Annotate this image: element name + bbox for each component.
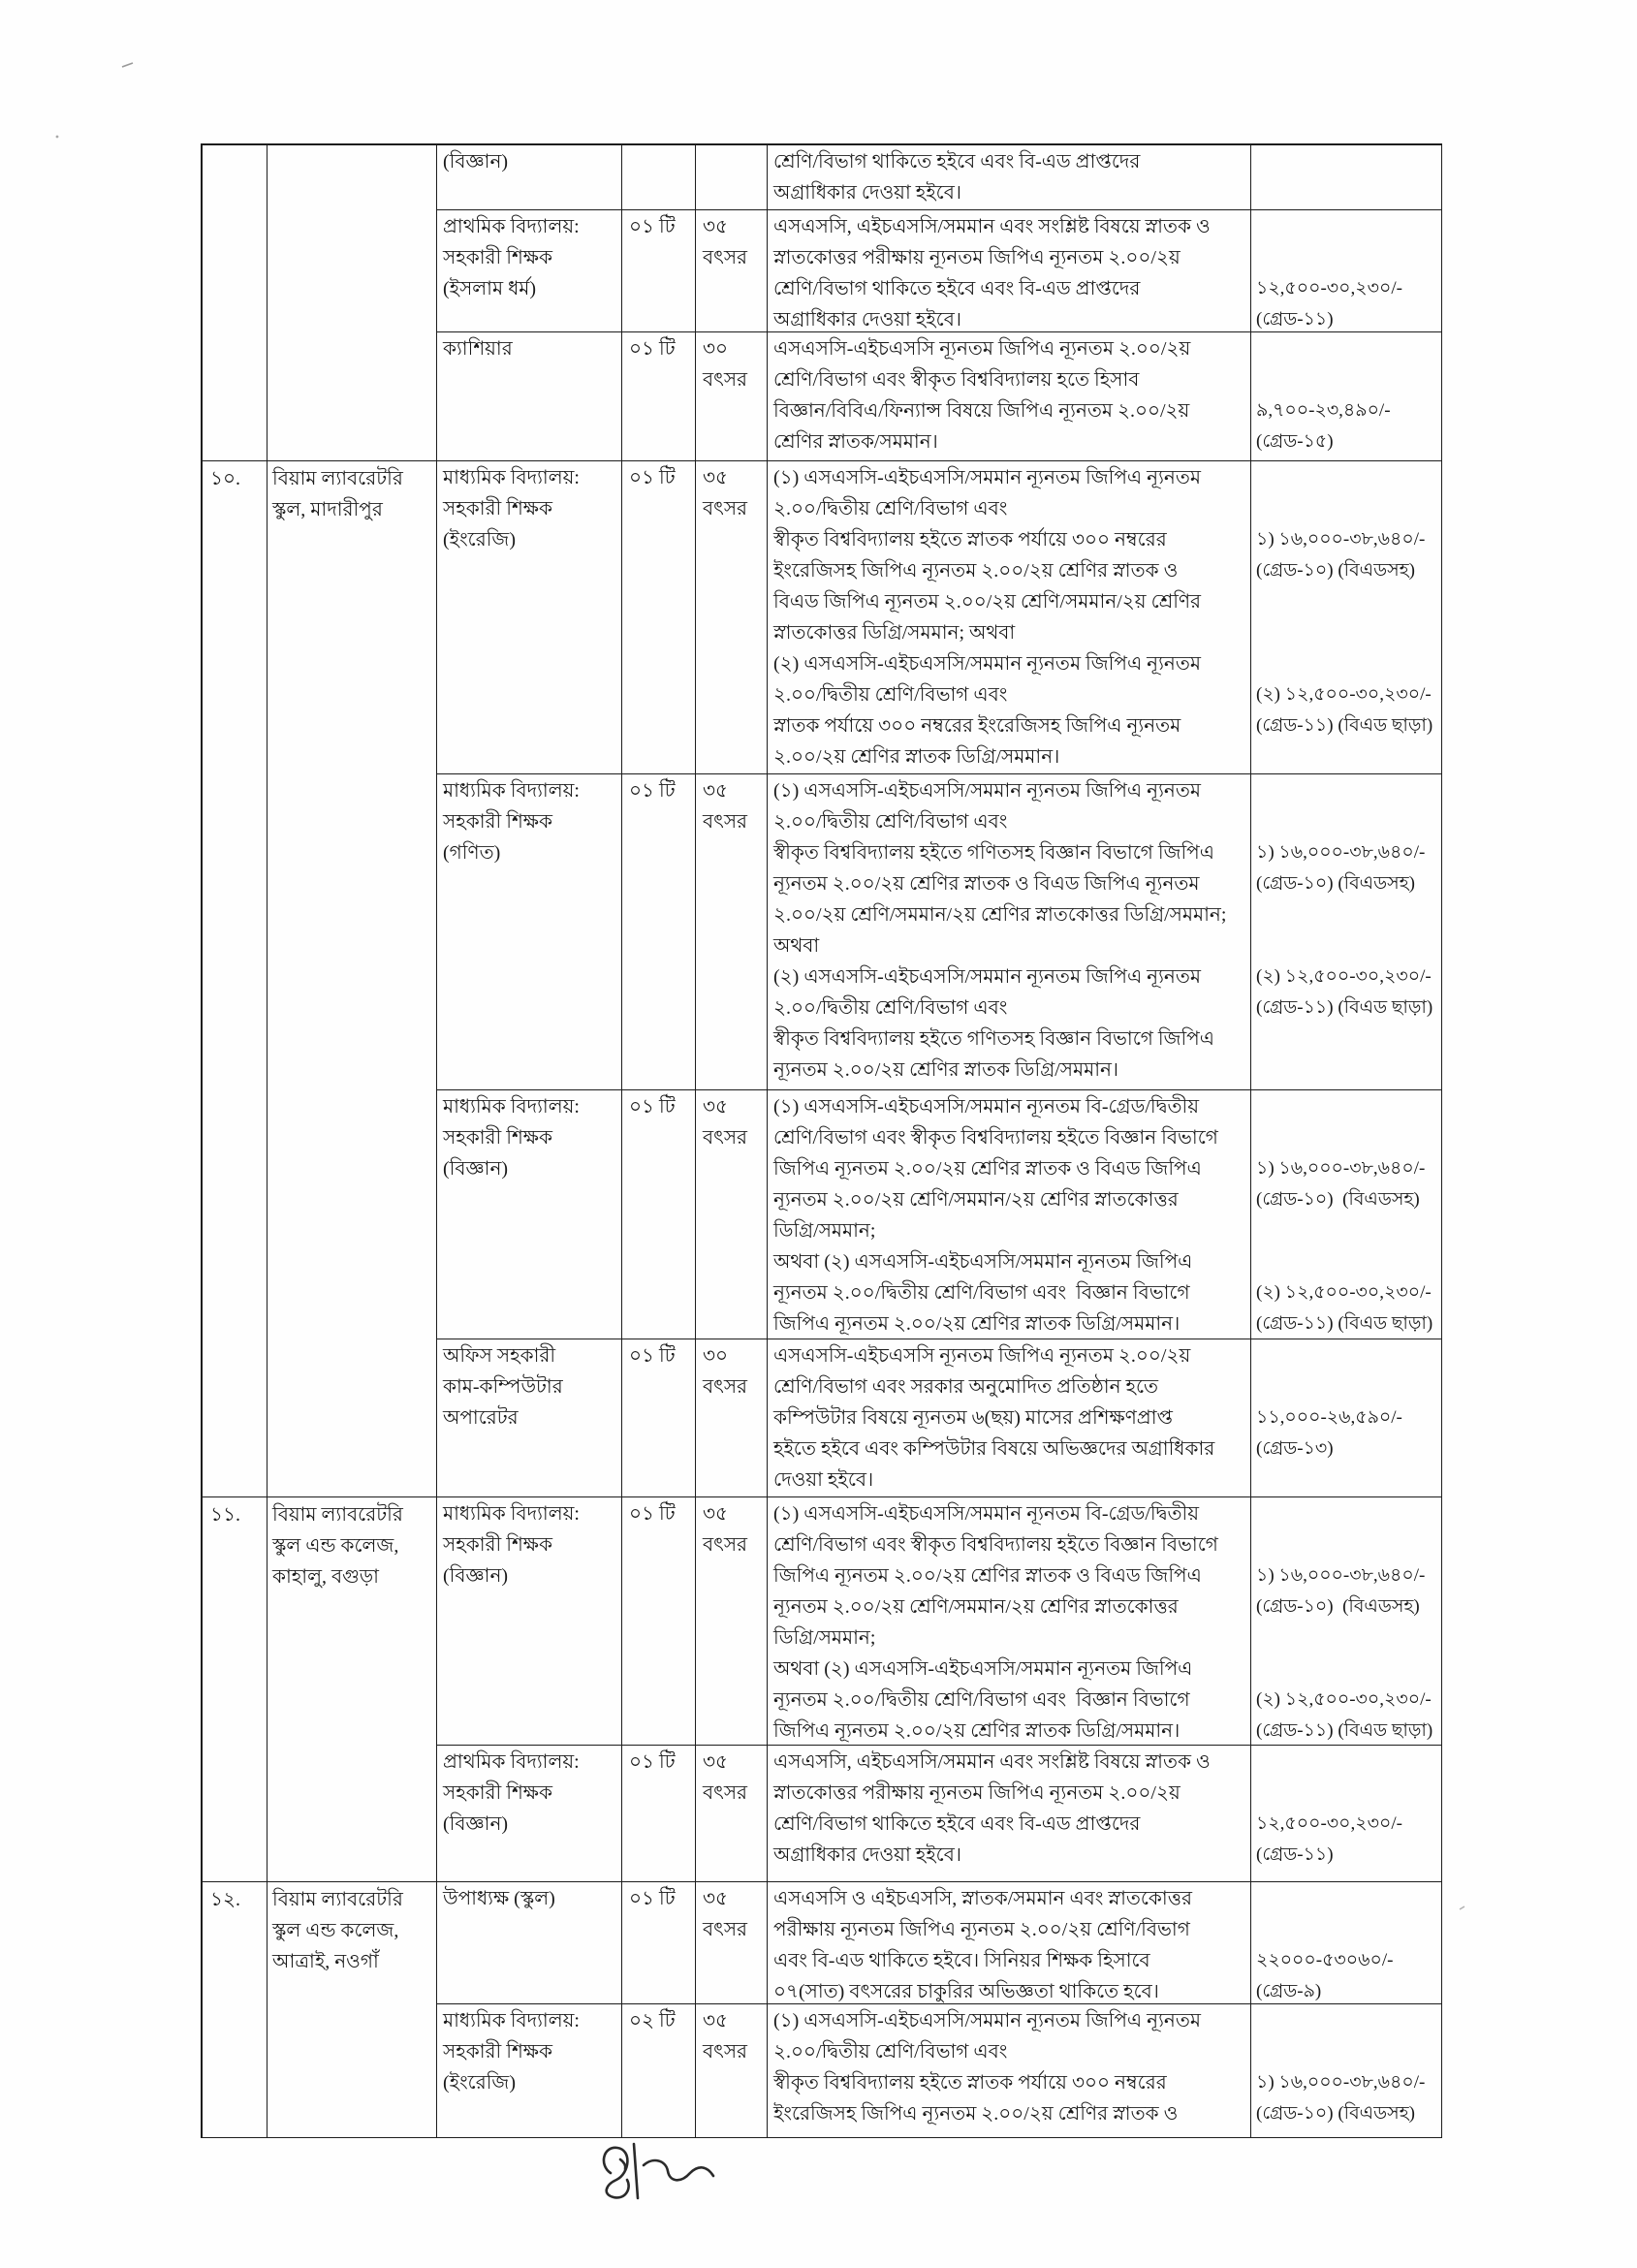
age-limit: ৩৫ বৎসর [696,1882,768,2004]
post-name: অফিস সহকারী কাম-কম্পিউটার অপারেটর [437,1339,622,1497]
age-limit: ৩৫ বৎসর [696,461,768,774]
qualification: এসএসসি-এইচএসসি ন্যূনতম জিপিএ ন্যূনতম ২.০০/২য় শ্রেণি/বিভাগ এবং স্বীকৃত বিশ্ববিদ্যালয় হতে হিসাব বিজ্ঞান/বিবিএ/ফিন্যান্স বিষয়ে জিপিএ ন্যূনতম ২.০০/২য় শ্রেণির স্নাতক/সমমান। [768,332,1251,461]
age-limit: ৩৫ বৎসর [696,1746,768,1882]
scan-speck [54,134,60,140]
post-name: উপাধ্যক্ষ (স্কুল) [437,1882,622,2004]
salary-scale: ১) ১৬,০০০-৩৮,৬৪০/- (গ্রেড-১০) (বিএডসহ) [1256,1158,1426,1210]
salary-cell [1251,1090,1442,1339]
post-name: মাধ্যমিক বিদ্যালয়: সহকারী শিক্ষক (ইংরেজি) [437,2004,622,2138]
vacancy-count: ০১ টি [622,210,696,332]
scan-speck [120,60,136,70]
salary-cell [1251,332,1442,461]
vacancy-count: ০১ টি [622,774,696,1090]
salary-cell [1251,1746,1442,1882]
qualification: (১) এসএসসি-এইচএসসি/সমমান ন্যূনতম বি-গ্রেড/দ্বিতীয় শ্রেণি/বিভাগ এবং স্বীকৃত বিশ্ববিদ্যালয় হইতে বিজ্ঞান বিভাগে জিপিএ ন্যূনতম ২.০০/২য় শ্রেণির স্নাতক ও বিএড জিপিএ ন্যূনতম ২.০০/২য় শ্রেণি/সমমান/২য় শ্রেণির স্নাতকোত্তর ডিগ্রি/সমমান; অথবা (২) এসএসসি-এইচএসসি/সমমান ন্যূনতম জিপিএ ন্যূনতম ২.০০/দ্বিতীয় শ্রেণি/বিভাগ এবং বিজ্ঞান বিভাগে জিপিএ ন্যূনতম ২.০০/২য় শ্রেণির স্নাতক ডিগ্রি/সমমান। [768,1497,1251,1746]
qualification: (১) এসএসসি-এইচএসসি/সমমান ন্যূনতম বি-গ্রেড/দ্বিতীয় শ্রেণি/বিভাগ এবং স্বীকৃত বিশ্ববিদ্যালয় হইতে বিজ্ঞান বিভাগে জিপিএ ন্যূনতম ২.০০/২য় শ্রেণির স্নাতক ও বিএড জিপিএ ন্যূনতম ২.০০/২য় শ্রেণি/সমমান/২য় শ্রেণির স্নাতকোত্তর ডিগ্রি/সমমান; অথবা (২) এসএসসি-এইচএসসি/সমমান ন্যূনতম জিপিএ ন্যূনতম ২.০০/দ্বিতীয় শ্রেণি/বিভাগ এবং বিজ্ঞান বিভাগে জিপিএ ন্যূনতম ২.০০/২য় শ্রেণির স্নাতক ডিগ্রি/সমমান। [768,1090,1251,1339]
qualification: এসএসসি, এইচএসসি/সমমান এবং সংশ্লিষ্ট বিষয়ে স্নাতক ও স্নাতকোত্তর পরীক্ষায় ন্যূনতম জিপিএ ন্যূনতম ২.০০/২য় শ্রেণি/বিভাগ থাকিতে হইবে এবং বি-এড প্রাপ্তদের অগ্রাধিকার দেওয়া হইবে। [768,210,1251,332]
age-limit [696,145,768,210]
post-name: মাধ্যমিক বিদ্যালয়: সহকারী শিক্ষক (বিজ্ঞান) [437,1497,622,1746]
salary-scale: ১২,৫০০-৩০,২৩০/- (গ্রেড-১১) [1256,278,1402,330]
qualification: (১) এসএসসি-এইচএসসি/সমমান ন্যূনতম জিপিএ ন্যূনতম ২.০০/দ্বিতীয় শ্রেণি/বিভাগ এবং স্বীকৃত বিশ্ববিদ্যালয় হইতে স্নাতক পর্যায়ে ৩০০ নম্বরের ইংরেজিসহ জিপিএ ন্যূনতম ২.০০/২য় শ্রেণির স্নাতক ও বিএড জিপিএ ন্যূনতম ২.০০/২য় শ্রেণি/সমমান/২য় শ্রেণির স্নাতকোত্তর ডিগ্রি/সমমান; অথবা (২) এসএসসি-এইচএসসি/সমমান ন্যূনতম জিপিএ ন্যূনতম ২.০০/দ্বিতীয় শ্রেণি/বিভাগ এবং স্নাতক পর্যায়ে ৩০০ নম্বরের ইংরেজিসহ জিপিএ ন্যূনতম ২.০০/২য় শ্রেণির স্নাতক ডিগ্রি/সমমান। [768,461,1251,774]
signature [591,2136,727,2206]
salary-cell [1251,2004,1442,2138]
salary-cell [1251,210,1442,332]
serial-number [203,145,268,461]
salary-scale-alt: (২) ১২,৫০০-৩০,২৩০/- (গ্রেড-১১) (বিএড ছাড়া) [1256,1282,1433,1334]
salary-scale-alt: (২) ১২,৫০০-৩০,২৩০/- (গ্রেড-১১) (বিএড ছাড়া) [1256,966,1433,1018]
post-name: মাধ্যমিক বিদ্যালয়: সহকারী শিক্ষক (ইংরেজি) [437,461,622,774]
age-limit: ৩৫ বৎসর [696,1090,768,1339]
vacancy-count [622,145,696,210]
qualification: শ্রেণি/বিভাগ থাকিতে হইবে এবং বি-এড প্রাপ্তদের অগ্রাধিকার দেওয়া হইবে। [768,145,1251,210]
age-limit: ৩৫ বৎসর [696,210,768,332]
vacancy-count: ০১ টি [622,461,696,774]
post-name: মাধ্যমিক বিদ্যালয়: সহকারী শিক্ষক (গণিত) [437,774,622,1090]
scan-speck [1458,1904,1467,1913]
vacancy-count: ০২ টি [622,2004,696,2138]
qualification: (১) এসএসসি-এইচএসসি/সমমান ন্যূনতম জিপিএ ন্যূনতম ২.০০/দ্বিতীয় শ্রেণি/বিভাগ এবং স্বীকৃত বিশ্ববিদ্যালয় হইতে স্নাতক পর্যায়ে ৩০০ নম্বরের ইংরেজিসহ জিপিএ ন্যূনতম ২.০০/২য় শ্রেণির স্নাতক ও [768,2004,1251,2138]
salary-scale-alt: (২) ১২,৫০০-৩০,২৩০/- (গ্রেড-১১) (বিএড ছাড়া) [1256,684,1433,736]
salary-cell [1251,1882,1442,2004]
institution-name: বিয়াম ল্যাবরেটরি স্কুল এন্ড কলেজ, কাহালু, বগুড়া [268,1497,437,1882]
age-limit: ৩৫ বৎসর [696,1497,768,1746]
serial-number: ১২. [203,1882,268,2138]
institution-name: বিয়াম ল্যাবরেটরি স্কুল, মাদারীপুর [268,461,437,1497]
salary-scale: ২২০০০-৫৩০৬০/- (গ্রেড-৯) [1256,1950,1394,2001]
serial-number: ১০. [203,461,268,1497]
serial-number: ১১. [203,1497,268,1882]
vacancy-count: ০১ টি [622,1090,696,1339]
vacancy-count: ০১ টি [622,332,696,461]
age-limit: ৩৫ বৎসর [696,774,768,1090]
salary-scale: ১) ১৬,০০০-৩৮,৬৪০/- (গ্রেড-১০) (বিএডসহ) [1256,1565,1426,1617]
salary-cell [1251,461,1442,774]
salary-scale: ১২,৫০০-৩০,২৩০/- (গ্রেড-১১) [1256,1813,1402,1865]
post-name: (বিজ্ঞান) [437,145,622,210]
institution-name [268,145,437,461]
salary-scale-alt: (২) ১২,৫০০-৩০,২৩০/- (গ্রেড-১১) (বিএড ছাড়া) [1256,1689,1433,1741]
salary-cell [1251,774,1442,1090]
salary-scale: ৯,৭০০-২৩,৪৯০/- (গ্রেড-১৫) [1256,400,1391,452]
post-name: প্রাথমিক বিদ্যালয়: সহকারী শিক্ষক (বিজ্ঞান) [437,1746,622,1882]
salary-cell [1251,145,1442,210]
vacancy-count: ০১ টি [622,1882,696,2004]
vacancy-count: ০১ টি [622,1746,696,1882]
salary-scale: ১) ১৬,০০০-৩৮,৬৪০/- (গ্রেড-১০) (বিএডসহ) [1256,842,1426,894]
age-limit: ৩০ বৎসর [696,332,768,461]
age-limit: ৩০ বৎসর [696,1339,768,1497]
age-limit: ৩৫ বৎসর [696,2004,768,2138]
post-name: মাধ্যমিক বিদ্যালয়: সহকারী শিক্ষক (বিজ্ঞান) [437,1090,622,1339]
salary-scale: ১) ১৬,০০০-৩৮,৬৪০/- (গ্রেড-১০) (বিএডসহ) [1256,529,1426,581]
salary-scale: ১১,০০০-২৬,৫৯০/- (গ্রেড-১৩) [1256,1407,1402,1459]
salary-cell [1251,1497,1442,1746]
qualification: এসএসসি, এইচএসসি/সমমান এবং সংশ্লিষ্ট বিষয়ে স্নাতক ও স্নাতকোত্তর পরীক্ষায় ন্যূনতম জিপিএ ন্যূনতম ২.০০/২য় শ্রেণি/বিভাগ থাকিতে হইবে এবং বি-এড প্রাপ্তদের অগ্রাধিকার দেওয়া হইবে। [768,1746,1251,1882]
vacancy-table [201,143,1442,2138]
salary-scale: ১) ১৬,০০০-৩৮,৬৪০/- (গ্রেড-১০) (বিএডসহ) [1256,2072,1426,2124]
vacancy-count: ০১ টি [622,1497,696,1746]
post-name: ক্যাশিয়ার [437,332,622,461]
qualification: (১) এসএসসি-এইচএসসি/সমমান ন্যূনতম জিপিএ ন্যূনতম ২.০০/দ্বিতীয় শ্রেণি/বিভাগ এবং স্বীকৃত বিশ্ববিদ্যালয় হইতে গণিতসহ বিজ্ঞান বিভাগে জিপিএ ন্যূনতম ২.০০/২য় শ্রেণির স্নাতক ও বিএড জিপিএ ন্যূনতম ২.০০/২য় শ্রেণি/সমমান/২য় শ্রেণির স্নাতকোত্তর ডিগ্রি/সমমান; অথবা (২) এসএসসি-এইচএসসি/সমমান ন্যূনতম জিপিএ ন্যূনতম ২.০০/দ্বিতীয় শ্রেণি/বিভাগ এবং স্বীকৃত বিশ্ববিদ্যালয় হইতে গণিতসহ বিজ্ঞান বিভাগে জিপিএ ন্যূনতম ২.০০/২য় শ্রেণির স্নাতক ডিগ্রি/সমমান। [768,774,1251,1090]
qualification: এসএসসি ও এইচএসসি, স্নাতক/সমমান এবং স্নাতকোত্তর পরীক্ষায় ন্যূনতম জিপিএ ন্যূনতম ২.০০/২য় শ্রেণি/বিভাগ এবং বি-এড থাকিতে হইবে। সিনিয়র শিক্ষক হিসাবে ০৭(সাত) বৎসরের চাকুরির অভিজ্ঞতা থাকিতে হবে। [768,1882,1251,2004]
vacancy-count: ০১ টি [622,1339,696,1497]
qualification: এসএসসি-এইচএসসি ন্যূনতম জিপিএ ন্যূনতম ২.০০/২য় শ্রেণি/বিভাগ এবং সরকার অনুমোদিত প্রতিষ্ঠান হতে কম্পিউটার বিষয়ে ন্যূনতম ৬(ছয়) মাসের প্রশিক্ষণপ্রাপ্ত হইতে হইবে এবং কম্পিউটার বিষয়ে অভিজ্ঞদের অগ্রাধিকার দেওয়া হইবে। [768,1339,1251,1497]
salary-cell [1251,1339,1442,1497]
post-name: প্রাথমিক বিদ্যালয়: সহকারী শিক্ষক (ইসলাম ধর্ম) [437,210,622,332]
institution-name: বিয়াম ল্যাবরেটরি স্কুল এন্ড কলেজ, আত্রাই, নওগাঁ [268,1882,437,2138]
